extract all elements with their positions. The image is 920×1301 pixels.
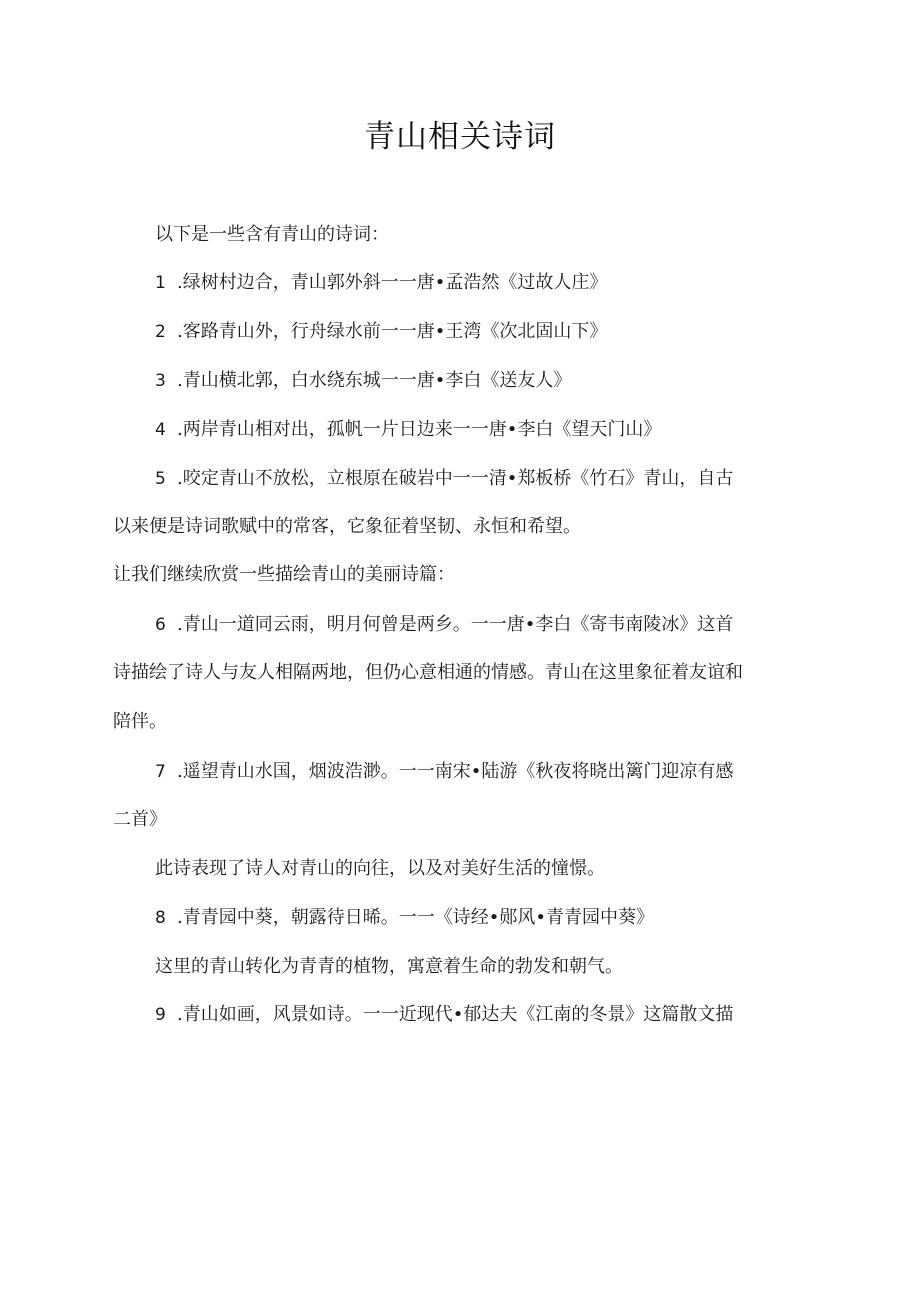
item-number: 8 [155, 908, 166, 928]
poem-item-3 [155, 369, 571, 393]
item-number: 5 [155, 469, 166, 489]
item-number: 1 [155, 273, 166, 293]
item-text: .青青园中葵，朝露待日晞。一一《诗经•郧风•青青园中葵》 [177, 907, 654, 928]
item-number: 3 [155, 371, 166, 391]
item-text: .青山一道同云雨，明月何曾是两乡。一一唐•李白《寄韦南陵冰》这首 [177, 614, 734, 635]
poem-item-6 [155, 613, 733, 637]
item-text: .咬定青山不放松，立根原在破岩中一一清•郑板桥《竹石》青山，自古 [177, 468, 734, 489]
item-text: .遥望青山水国，烟波浩渺。一一南宋•陆游《秋夜将晓出篱门迎凉有感 [177, 761, 734, 782]
item-number: 2 [155, 322, 166, 342]
item-text: .绿树村边合，青山郭外斜一一唐•孟浩然《过故人庄》 [177, 272, 608, 293]
poem-item-7 [155, 760, 733, 784]
item-text: .青山如画，风景如诗。一一近现代•郁达夫《江南的冬景》这篇散文描 [177, 1004, 734, 1025]
poem-item-6-line2: 诗描绘了诗人与友人相隔两地，但仍心意相通的情感。青山在这里象征着友谊和 [113, 662, 743, 683]
poem-item-4 [155, 418, 661, 442]
poem-item-8 [155, 906, 654, 930]
poem-item-1 [155, 271, 607, 295]
page-title: 青山相关诗词 [364, 119, 556, 155]
poem-item-9 [155, 1003, 733, 1027]
item-number: 9 [155, 1005, 166, 1025]
poem-item-5-continuation: 以来便是诗词歌赋中的常客，它象征着坚韧、永恒和希望。 [113, 516, 581, 537]
transition-text: 让我们继续欣赏一些描绘青山的美丽诗篇： [113, 564, 455, 585]
item-number: 6 [155, 615, 166, 635]
item-number: 7 [155, 762, 166, 782]
poem-item-7-line2: 二首》 [113, 809, 167, 830]
item-text: .两岸青山相对出，孤帆一片日边来一一唐•李白《望天门山》 [177, 419, 662, 440]
poem-item-5 [155, 467, 733, 491]
poem-item-6-line3: 陪伴。 [113, 711, 167, 732]
item-text: .青山横北郭，白水绕东城一一唐•李白《送友人》 [177, 370, 572, 391]
poem-item-2 [155, 320, 607, 344]
item-number: 4 [155, 420, 166, 440]
intro-text: 以下是一些含有青山的诗词： [155, 224, 389, 245]
item-text: .客路青山外，行舟绿水前一一唐•王湾《次北固山下》 [177, 321, 608, 342]
poem-item-7-note: 此诗表现了诗人对青山的向往，以及对美好生活的憧憬。 [155, 858, 605, 879]
poem-item-8-note: 这里的青山转化为青青的植物，寓意着生命的勃发和朝气。 [155, 956, 623, 977]
